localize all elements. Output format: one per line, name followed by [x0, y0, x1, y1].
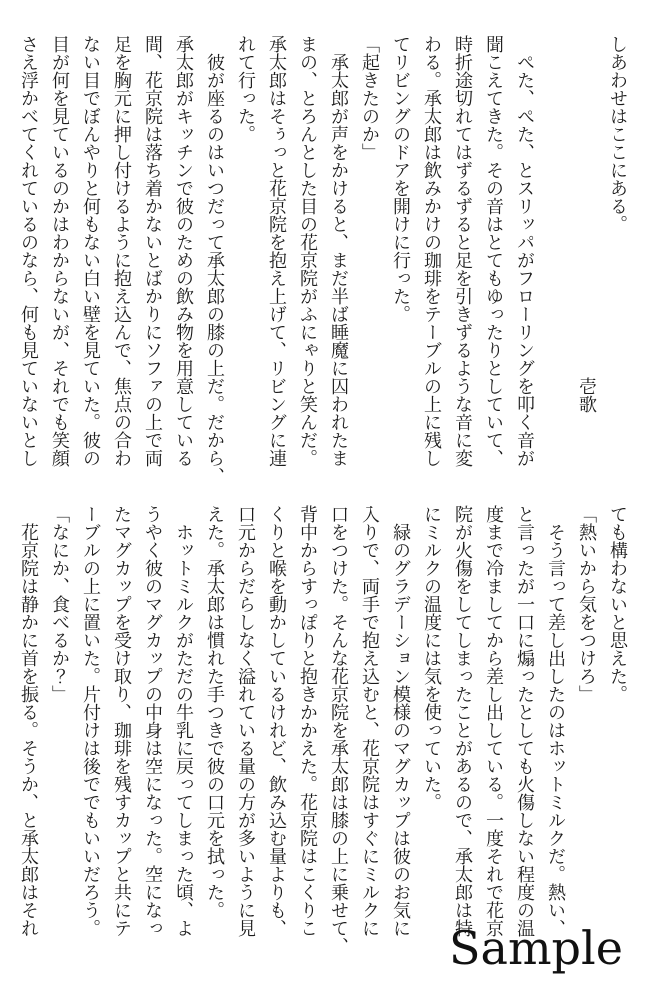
text-line: 入りで、両手で抱え込むと、花京院はすぐにミルクに [359, 505, 380, 937]
text-line: ホットミルクがただの牛乳に戻ってしまった頃、よ [173, 505, 194, 937]
blank-separator-line [540, 35, 571, 468]
text-line: 院が火傷をしてしまったことがあるので、承太郎は特 [452, 505, 473, 937]
page-one-text-block [13, 35, 633, 485]
text-line: まの、とろんとした目の花京院がふにゃりと笑んだ。 [297, 35, 318, 467]
text-line: 「起きたのか」 [359, 35, 380, 161]
text-line: そう言って差し出したのはホットミルクだ。熱い、 [545, 505, 566, 937]
text-line: 「なにか、食べるか？」 [49, 505, 70, 703]
text-line: と言ったが一口に煽ったとしても火傷しない程度の温 [514, 505, 535, 937]
text-line: たマグカップを受け取り、珈琲を残すカップと共にテ [111, 505, 132, 937]
text-line: 承太郎がキッチンで彼のための飲み物を用意している [173, 35, 194, 467]
text-line: 時折途切れてはずるずると足を引きずるような音に変 [452, 35, 473, 467]
text-line: 承太郎が声をかけると、まだ半ば睡魔に囚われたま [328, 35, 349, 467]
text-line: 足を胸元に押し付けるように抱え込んで、焦点の合わ [111, 35, 132, 467]
text-line: 間、花京院は落ち着かないとばかりにソファの上で両 [142, 35, 163, 467]
page-one-body [13, 35, 540, 485]
text-line: くりと喉を動かしているけれど、飲み込む量よりも、 [266, 505, 287, 937]
text-line: うやく彼のマグカップの中身は空になった。空になっ [142, 505, 163, 937]
text-line: ても構わないと思えた。 [607, 505, 628, 703]
text-line: 聞こえてきた。その音はとてもゆったりとしていて、 [483, 35, 504, 467]
text-line: 緑のグラデーション模様のマグカップは彼のお気に [390, 505, 411, 937]
text-line: 口をつけた。そんな花京院を承太郎は膝の上に乗せて、 [328, 505, 349, 955]
sample-watermark: Sample [449, 921, 623, 975]
text-line: 背中からすっぽりと抱きかかえた。花京院はこくりこ [297, 505, 318, 937]
text-line: 花京院は静かに首を振る。そうか、と承太郎はそれ [18, 505, 39, 937]
text-line: ーブルの上に置いた。片付けは後ででもいいだろう。 [80, 505, 101, 937]
author-name: 壱歌 [576, 377, 597, 413]
text-line: ない目でぼんやりと何もない白い壁を見ていた。彼の [80, 35, 101, 467]
text-line: 目が何を見ているのかはわからないが、それでも笑顔 [49, 35, 70, 467]
text-line: にミルクの温度には気を使っていた。 [421, 505, 442, 811]
text-line: 度まで冷ましてから差し出している。一度それで花京 [483, 505, 504, 937]
text-line: 口元からだらしなく溢れている量の方が多いように見 [235, 505, 256, 937]
text-line: 彼が座るのはいつだって承太郎の膝の上だ。だから、 [204, 35, 225, 485]
text-line: えた。承太郎は慣れた手つきで彼の口元を拭った。 [204, 505, 225, 919]
text-line: てリビングのドアを開けに行った。 [390, 35, 411, 323]
story-title: しあわせはここにある。 [607, 35, 628, 233]
text-line: 承太郎はそぅっと花京院を抱え上げて、リビングに連 [266, 35, 287, 467]
text-line: 「熱いから気をつけろ」 [576, 505, 597, 703]
text-line: さえ浮かべてくれているのなら、何も見ていないとし [18, 35, 39, 467]
text-line: わる。承太郎は飲みかけの珈琲をテーブルの上に残し [421, 35, 442, 467]
text-line: ぺた、ぺた、とスリッパがフローリングを叩く音が [514, 35, 535, 467]
text-line: れて行った。 [235, 35, 256, 143]
